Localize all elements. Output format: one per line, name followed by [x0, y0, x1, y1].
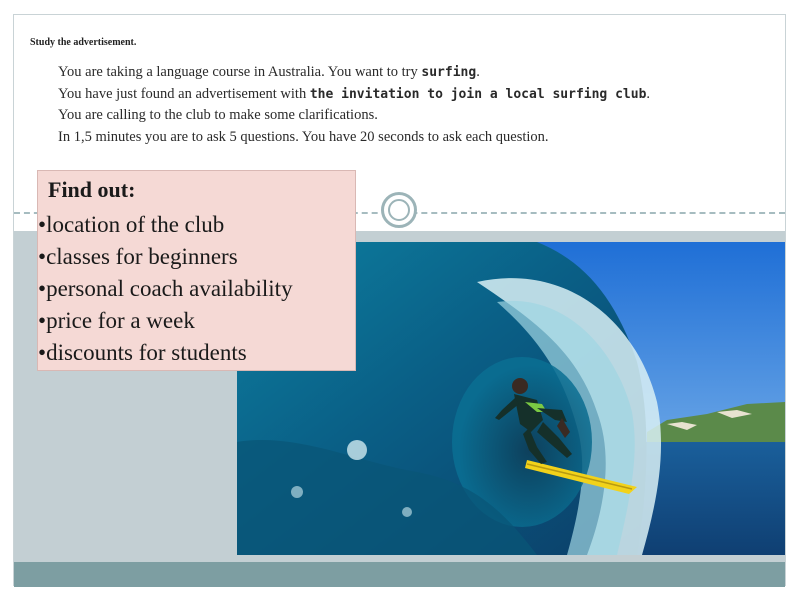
list-item	[38, 241, 293, 273]
find-out-list	[38, 209, 293, 369]
instruction-line-3: You are calling to the club to make some clarifications.	[58, 107, 378, 123]
list-item-text: price for a week	[46, 308, 195, 333]
list-item	[38, 209, 293, 241]
slide-bottom-bar	[14, 562, 785, 587]
bullet: •	[38, 308, 47, 333]
instruction-text: You have just found an advertisement with	[58, 85, 310, 102]
instruction-text: You are taking a language course in Australia. You want to try	[58, 64, 422, 80]
circle-ornament	[381, 192, 417, 228]
instruction-bold: surfing	[421, 65, 477, 80]
bullet: •	[38, 244, 47, 269]
list-item	[38, 337, 293, 369]
instruction-line-1	[58, 62, 778, 84]
instructions	[58, 62, 778, 148]
instruction-text: .	[476, 64, 480, 80]
list-item-text: discounts for students	[46, 340, 247, 365]
list-item-text: location of the club	[46, 212, 225, 237]
instruction-text: .	[646, 85, 651, 102]
find-out-box	[37, 170, 356, 371]
bullet: •	[38, 340, 47, 365]
instruction-bold: the invitation to join a local surfing club	[309, 86, 647, 102]
circle-ornament-inner	[388, 199, 410, 221]
instruction-line-4: In 1,5 minutes you are to ask 5 questions. You have 20 seconds to ask each question.	[58, 128, 549, 145]
list-item-text: personal coach availability	[46, 276, 293, 301]
list-item	[38, 273, 293, 305]
find-out-title: Find out:	[48, 177, 136, 202]
heading: Study the advertisement.	[30, 37, 137, 48]
list-item	[38, 305, 293, 337]
bullet: •	[38, 276, 47, 301]
list-item-text: classes for beginners	[46, 244, 238, 269]
instruction-line-2	[58, 84, 778, 106]
bullet: •	[38, 212, 47, 237]
